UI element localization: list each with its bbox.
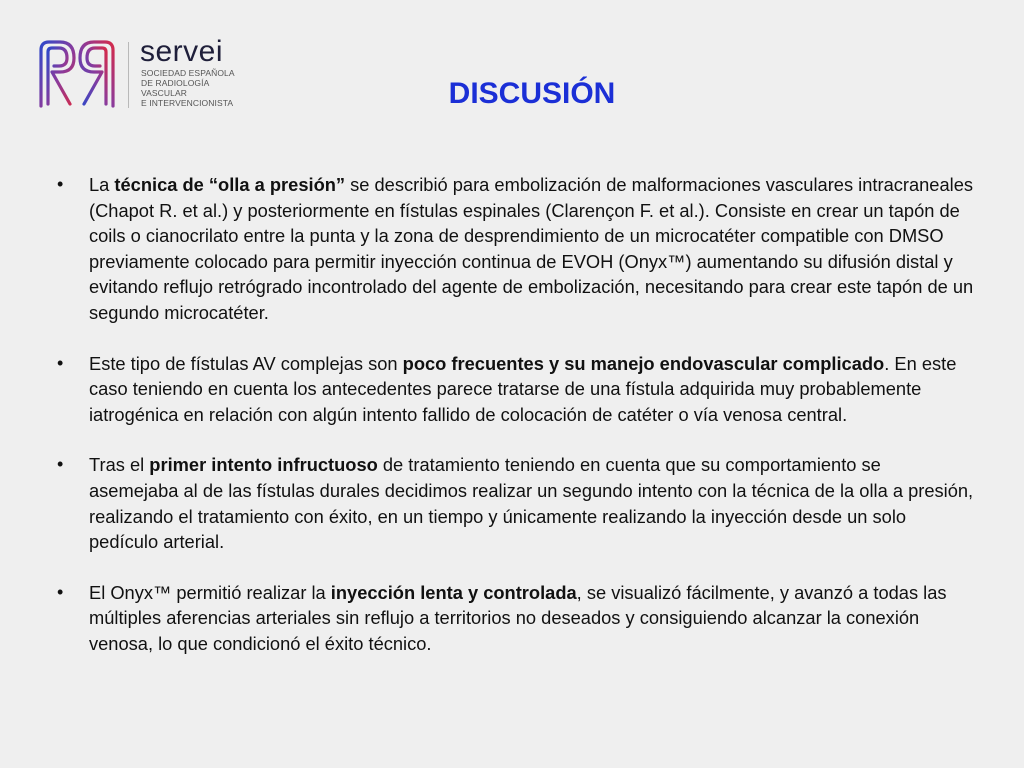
bullet-text — [89, 174, 973, 323]
bullet-dot-icon: • — [57, 352, 64, 373]
text-segment-bold: poco frecuentes y su manejo endovascular complicado — [402, 352, 885, 374]
text-segment: Este tipo de fístulas AV complejas son — [89, 352, 403, 374]
text-segment-bold: técnica de “olla a presión” — [114, 174, 346, 195]
text-segment: de tratamiento teniendo en cuenta que su comportamiento se asemejaba al de las fístulas durales decidimos realizar un segundo intento con la técnica de la olla a presión, realizando el tratamiento con éxito, en un tiempo y únicamente realizando la inyección desde un solo pedículo arterial. — [89, 454, 974, 553]
bullet-item — [0, 351, 1024, 428]
logo-subtitle-line: VASCULAR — [141, 88, 187, 98]
text-segment: La — [89, 174, 115, 195]
logo-subtitle-line: E INTERVENCIONISTA — [141, 98, 234, 108]
text-segment-bold: primer intento infructuoso — [149, 454, 378, 476]
bullet-list — [0, 172, 1024, 682]
text-segment: Tras el — [89, 454, 150, 476]
bullet-dot-icon: • — [57, 454, 64, 475]
bullet-item — [0, 172, 1024, 326]
text-segment: se describió para embolización de malformaciones vasculares intracraneales (Chapot R. et al.) y posteriormente en fístulas espinales (Clarençon F. et al.). Consiste en crear un tapón de coils o cianocrilato entre la punta y la zona de desprendimiento de un microcatéter compatible con DMSO previamente colocado para permitir inyección continua de EVOH (Onyx™) aumentando su difusión distal y evitando reflujo retrógrado incontrolado del agente de embolización, necesitando para crear este tapón de un segundo microcatéter. — [89, 174, 974, 323]
bullet-text — [89, 454, 973, 552]
bullet-text — [89, 582, 947, 654]
logo-name: servei — [140, 35, 224, 68]
bullet-dot-icon: • — [57, 174, 64, 194]
logo-subtitle-line: SOCIEDAD ESPAÑOLA — [141, 68, 235, 78]
logo-subtitle-line: DE RADIOLOGÍA — [141, 78, 210, 88]
bullet-text — [89, 353, 956, 425]
text-segment: El Onyx™ permitió realizar la — [89, 581, 331, 603]
bullet-item — [0, 452, 1024, 554]
text-segment-bold: inyección lenta y controlada — [330, 581, 577, 603]
text-segment: , se visualizó fácilmente, y avanzó a todas las múltiples aferencias arteriales sin reflujo a territorios no deseados y consiguiendo alcanzar la conexión venosa, lo que condicionó el éxito técnico. — [89, 581, 947, 654]
bullet-item — [0, 580, 1024, 657]
text-segment: . En este caso teniendo en cuenta los antecedentes parece tratarse de una fístula adquirida muy probablemente iatrogénica en relación con algún intento fallido de colocación de catéter o vía venosa central. — [89, 352, 957, 425]
slide-title: DISCUSIÓN — [448, 77, 616, 110]
bullet-dot-icon: • — [57, 581, 64, 602]
